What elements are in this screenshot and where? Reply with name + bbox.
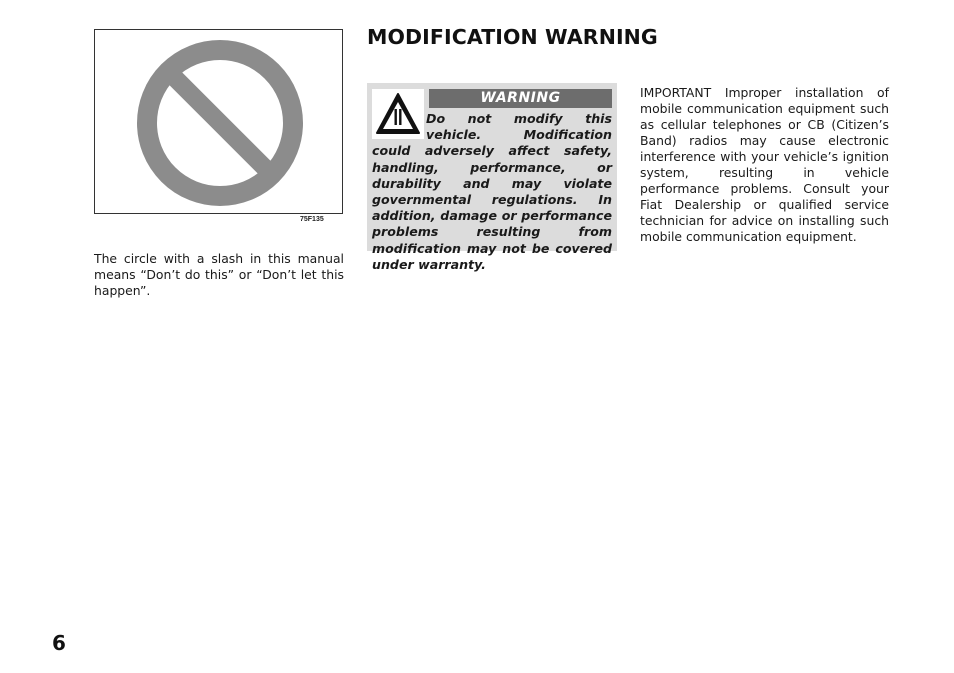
section-title: MODIFICATION WARNING bbox=[367, 25, 658, 49]
important-note: IMPORTANT Improper installation of mobile communication equipment such as cellular telephones or CB (Citizen’s Band) radios may cause electronic interference with your vehicle’s ignition system, resulting in vehicle performance problems. Consult your Fiat Dealership or qualified service technician for advice on installing such mobile communication equipment. bbox=[640, 85, 889, 244]
warning-box bbox=[367, 83, 617, 272]
figure-caption: The circle with a slash in this manual means “Don’t do this” or “Don’t let this happen”. bbox=[94, 251, 344, 298]
warning-header: WARNING bbox=[429, 89, 612, 108]
figure-box bbox=[94, 29, 343, 214]
prohibition-circle-icon bbox=[135, 38, 305, 208]
warning-text: Do not modify this vehicle. Modification could adversely affect safety, handling, performance, or durability and may violate governmental regulations. In addition, damage or performance problems resulting from modification may not be covered under warranty. bbox=[372, 111, 612, 272]
warning-text-block bbox=[372, 111, 612, 273]
figure-code: 75F135 bbox=[300, 216, 324, 223]
page-number: 6 bbox=[52, 631, 66, 655]
